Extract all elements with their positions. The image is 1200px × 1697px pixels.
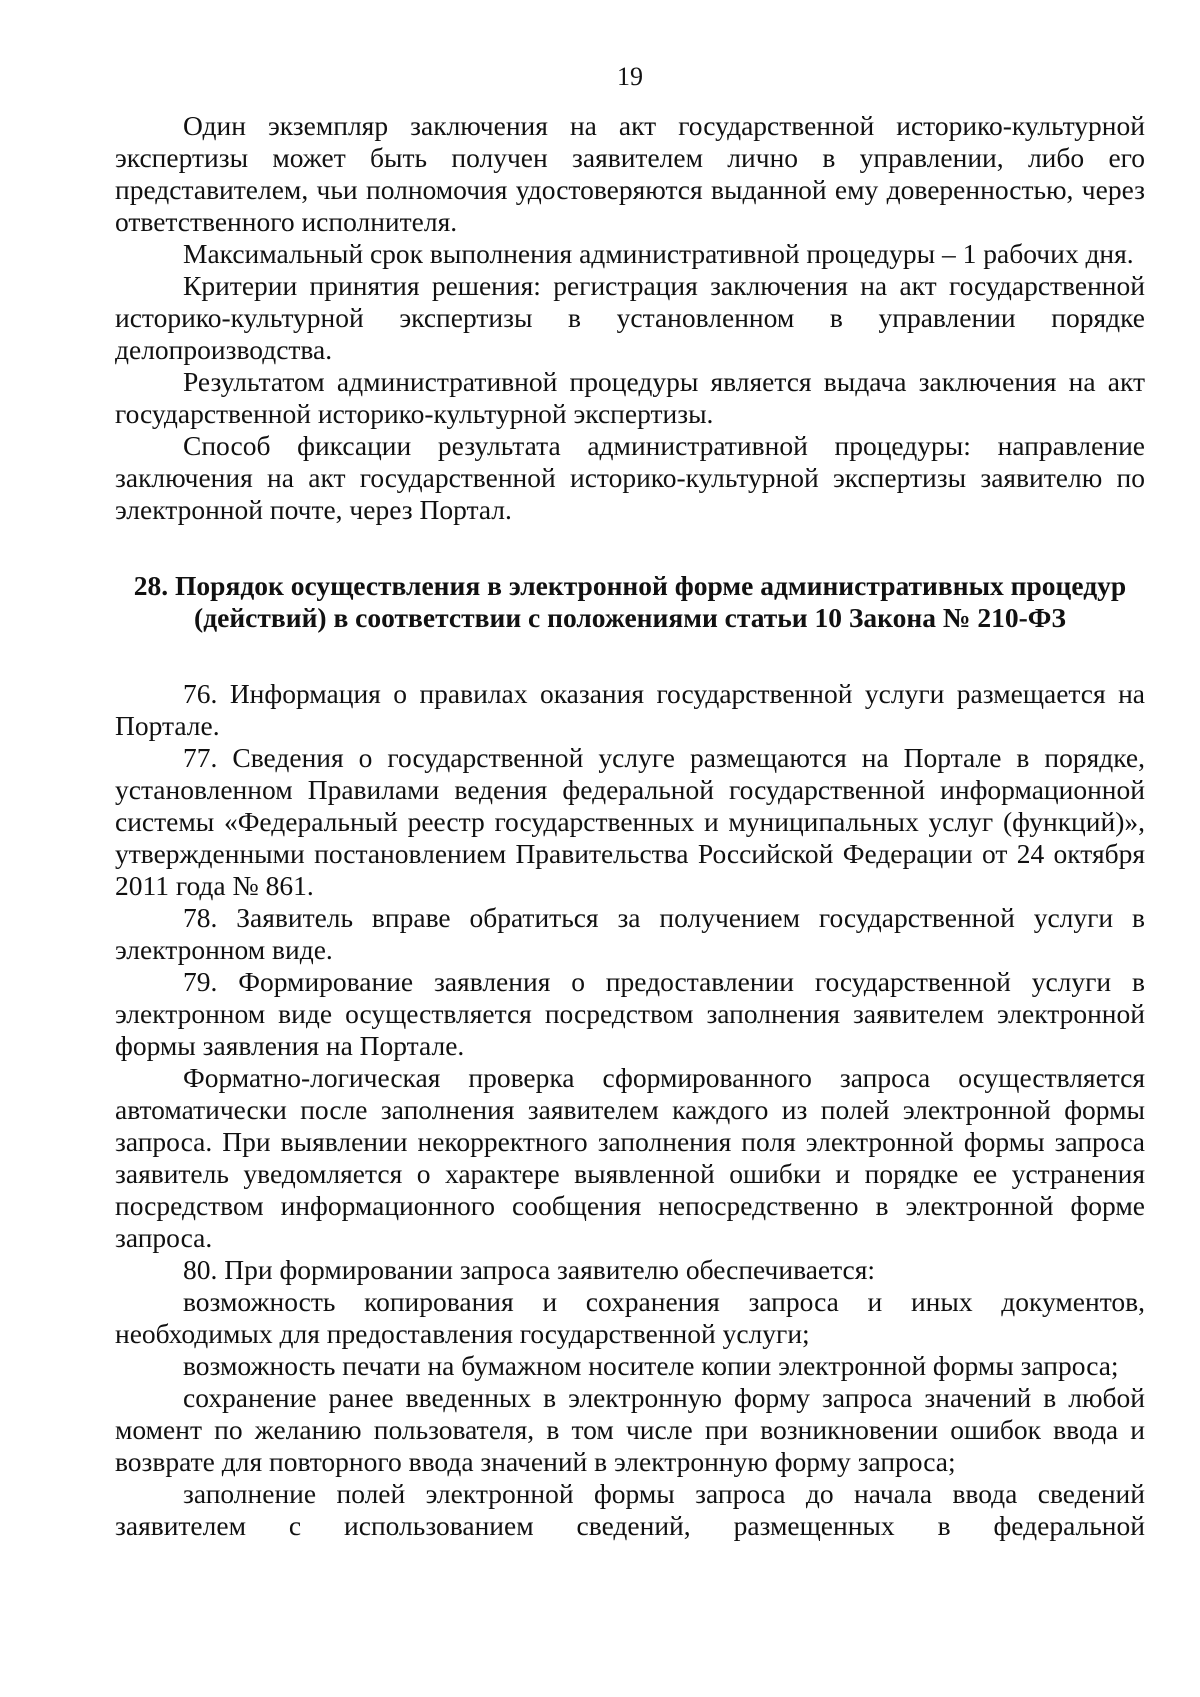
paragraph-decision-criteria: Критерии принятия решения: регистрация заключения на акт государственной историко-культурной экспертизы в установленном в управлении порядке делопроизводства. [115,270,1145,365]
paragraph-77: 77. Сведения о государственной услуге размещаются на Портале в порядке, установленном Правилами ведения федеральной государственной информационной системы «Федеральный реестр государственных и муниципальных услуг (функций)», утвержденными постановлением Правительства Российской Федерации от 24 октября 2011 года № 861. [115,742,1145,901]
list-item-print: возможность печати на бумажном носителе копии электронной формы запроса; [183,1350,1119,1381]
page-number: 19 [617,62,643,91]
paragraph-conclusion-copy: Один экземпляр заключения на акт государственной историко-культурной экспертизы может быть получен заявителем лично в управлении, либо его представителем, чьи полномочия удостоверяются выданной ему доверенностью, через ответственного исполнителя. [115,110,1145,237]
paragraph-79: 79. Формирование заявления о предоставлении государственной услуги в электронном виде осуществляется посредством заполнения заявителем электронной формы заявления на Портале. [115,966,1145,1061]
paragraph-format-check: Форматно-логическая проверка сформированного запроса осуществляется автоматически после заполнения заявителем каждого из полей электронной формы запроса. При выявлении некорректного заполнения поля электронной формы запроса заявитель уведомляется о характере выявленной ошибки и порядке ее устранения посредством информационного сообщения непосредственно в электронной форме запроса. [115,1062,1145,1253]
section-title: 28. Порядок осуществления в электронной форме административных процедур (действий) в соответствии с положениями статьи 10 Закона № 210-ФЗ [133,570,1127,633]
paragraph-procedure-result: Результатом административной процедуры является выдача заключения на акт государственной историко-культурной экспертизы. [115,366,1145,429]
paragraph-max-duration: Максимальный срок выполнения административной процедуры – 1 рабочих дня. [183,238,1134,269]
paragraph-80: 80. При формировании запроса заявителю обеспечивается: [183,1254,875,1285]
paragraph-76: 76. Информация о правилах оказания государственной услуги размещается на Портале. [115,678,1145,741]
list-item-save-values: сохранение ранее введенных в электронную форму запроса значений в любой момент по желанию пользователя, в том числе при возникновении ошибок ввода и возврате для повторного ввода значений в электронную форму запроса; [115,1382,1145,1477]
paragraph-result-fixation: Способ фиксации результата административной процедуры: направление заключения на акт государственной историко-культурной экспертизы заявителю по электронной почте, через Портал. [115,430,1145,525]
document-page [115,62,1145,1542]
list-item-prefill: заполнение полей электронной формы запроса до начала ввода сведений заявителем с использованием сведений, размещенных в федеральной [115,1478,1145,1541]
list-item-copy-save: возможность копирования и сохранения запроса и иных документов, необходимых для предоставления государственной услуги; [115,1286,1145,1349]
paragraph-78: 78. Заявитель вправе обратиться за получением государственной услуги в электронном виде. [115,902,1145,965]
